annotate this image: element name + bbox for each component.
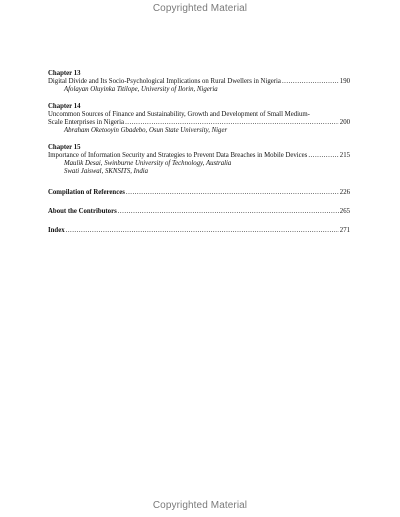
- toc-chapter-13: [48, 70, 350, 94]
- dot-leader: [308, 152, 338, 160]
- dot-leader: [282, 78, 339, 86]
- chapter-label: Chapter 15: [48, 144, 81, 151]
- page-number: 215: [339, 152, 350, 159]
- toc-chapter-15: [48, 144, 350, 176]
- chapter-title: Importance of Information Security and Strategies to Prevent Data Breaches in Mobile Devices: [48, 152, 308, 159]
- toc-entry[interactable]: [48, 78, 350, 86]
- chapter-title: Digital Divide and Its Socio-Psychological Implications on Rural Dwellers in Nigeria: [48, 78, 281, 85]
- section-title: Compilation of References: [48, 189, 125, 196]
- dot-leader: [66, 227, 339, 235]
- toc-chapter-14: [48, 103, 350, 135]
- section-title: Index: [48, 227, 65, 234]
- chapter-author: Swati Jaiswal, SKNSITS, India: [64, 168, 149, 175]
- toc-entry-references[interactable]: [48, 189, 350, 197]
- chapter-author: Maulik Desai, Swinburne University of Technology, Australia: [64, 160, 232, 167]
- page-number: 265: [339, 208, 350, 215]
- toc-entry-index[interactable]: [48, 227, 350, 235]
- chapter-title-line: Uncommon Sources of Finance and Sustainability, Growth and Development of Small Medium-: [48, 111, 310, 118]
- page-number: 271: [339, 227, 350, 234]
- watermark-bottom: Copyrighted Material: [152, 500, 248, 511]
- toc-entry[interactable]: [48, 152, 350, 160]
- section-title: About the Contributors: [48, 208, 117, 215]
- back-matter: [48, 189, 350, 235]
- toc-entry-contributors[interactable]: [48, 208, 350, 216]
- dot-leader: [125, 119, 339, 127]
- table-of-contents: [48, 70, 350, 246]
- dot-leader: [118, 208, 339, 216]
- chapter-title: Scale Enterprises in Nigeria: [48, 119, 125, 126]
- page-number: 190: [339, 78, 350, 85]
- page-number: 226: [339, 189, 350, 196]
- chapter-author: Afolayan Oluyinka Titilope, University of Ilorin, Nigeria: [64, 86, 218, 93]
- toc-entry[interactable]: [48, 119, 350, 127]
- watermark-top: Copyrighted Material: [152, 3, 248, 14]
- chapter-label: Chapter 13: [48, 70, 81, 77]
- chapter-label: Chapter 14: [48, 103, 81, 110]
- page-number: 200: [339, 119, 350, 126]
- dot-leader: [126, 189, 339, 197]
- chapter-author: Abraham Oketooyin Gbadebo, Osun State University, Niger: [64, 127, 228, 134]
